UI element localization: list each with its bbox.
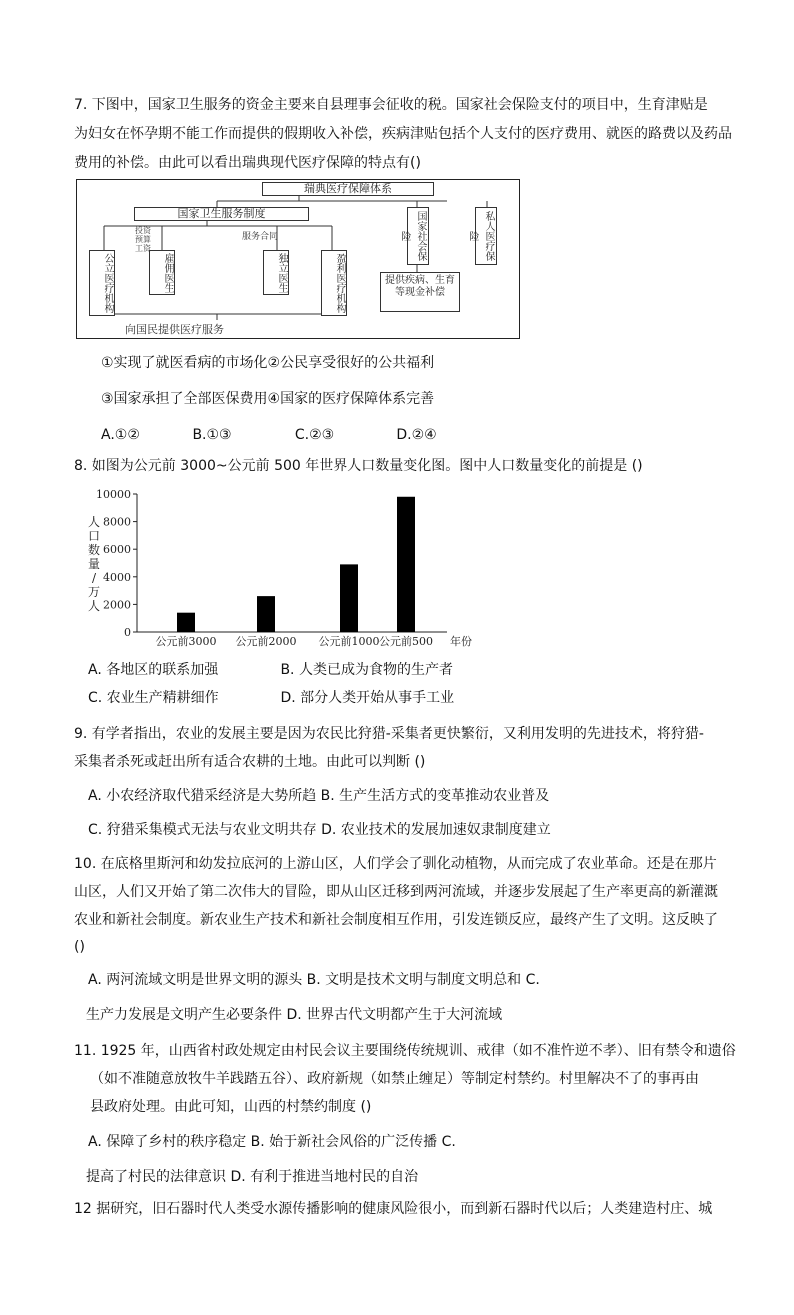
q10-options-cd: 生产力发展是文明产生必要条件 D. 世界古代文明都产生于大河流域 bbox=[86, 1007, 503, 1023]
q11-options-cd: 提高了村民的法律意识 D. 有利于推进当地村民的自治 bbox=[86, 1169, 419, 1185]
q10-line-3: 农业和新社会制度。新农业生产技术和新社会制度相互作用，引发连锁反应，最终产生了文明。这反映了 bbox=[74, 912, 718, 928]
q7-line-2: 为妇女在怀孕期不能工作而提供的假期收入补偿，疾病津贴包括个人支付的医疗费用、就医的路费以及药品 bbox=[74, 126, 732, 142]
x-tick-label: 公元前3000 bbox=[155, 635, 217, 648]
q9-options-cd: C. 狩猎采集模式无法与农业文明共存 D. 农业技术的发展加速奴隶制度建立 bbox=[88, 822, 551, 838]
x-axis-label: 年份 bbox=[450, 635, 472, 648]
q9-options-ab: A. 小农经济取代猎采经济是大势所趋 B. 生产生活方式的变革推动农业普及 bbox=[88, 788, 550, 804]
diagram-title-box: 瑞典医疗保障体系 bbox=[262, 182, 434, 196]
independent-doctors-box: 独立医生 bbox=[263, 250, 289, 295]
q9-line-2: 采集者杀死或赶出所有适合农耕的土地。由此可以判断 () bbox=[74, 754, 426, 770]
diagram-connectors bbox=[77, 180, 521, 340]
y-tick-label: 6000 bbox=[103, 543, 131, 557]
y-axis-label-char: 量 bbox=[87, 557, 101, 571]
q10-options-abc: A. 两河流域文明是世界文明的源头 B. 文明是技术文明与制度文明总和 C. bbox=[88, 972, 540, 988]
bar-4 bbox=[397, 497, 415, 632]
y-axis-label-char: 口 bbox=[87, 529, 101, 543]
q9-line-1: 9. 有学者指出，农业的发展主要是因为农民比狩猎-采集者更快繁衍，又利用发明的先进技术，将狩猎- bbox=[74, 726, 704, 742]
bottom-label: 向国民提供医疗服务 bbox=[125, 323, 224, 336]
y-axis-label-char: / bbox=[91, 571, 97, 585]
q7-options bbox=[101, 425, 437, 445]
social-insurance-box: 国家社会保险 bbox=[407, 207, 429, 265]
y-axis-label-char: 数 bbox=[87, 543, 101, 557]
y-tick-label: 0 bbox=[124, 626, 131, 639]
q8-option-c: C. 农业生产精耕细作 bbox=[88, 690, 219, 706]
private-insurance-box: 私人医疗保险 bbox=[475, 207, 497, 265]
q7-option-a: A.①② bbox=[101, 427, 140, 443]
q8-options-row-2 bbox=[88, 688, 454, 708]
q11-line-3: 县政府处理。由此可知，山西的村禁约制度 () bbox=[90, 1099, 372, 1115]
population-chart bbox=[84, 484, 504, 654]
y-axis-label-char: 万 bbox=[87, 585, 101, 599]
y-axis-label-char: 人 bbox=[87, 515, 101, 529]
bar-1 bbox=[177, 613, 195, 632]
q11-line-2: （如不准随意放牧牛羊践踏五谷）、政府新规（如禁止缠足）等制定村禁约。村里解决不了的事再由 bbox=[90, 1071, 699, 1087]
public-institutions-box: 公立医疗机构 bbox=[89, 250, 115, 316]
bar-3 bbox=[340, 564, 358, 632]
q10-line-4: () bbox=[74, 939, 85, 955]
q7-option-b: B.①③ bbox=[192, 427, 232, 443]
x-tick-label: 公元前500 bbox=[379, 635, 433, 648]
q11-options-abc: A. 保障了乡村的秩序稳定 B. 始于新社会风俗的广泛传播 C. bbox=[88, 1134, 456, 1150]
x-tick-label: 公元前2000 bbox=[235, 635, 297, 648]
q7-line-1: 7. 下图中，国家卫生服务的资金主要来自县理事会征收的税。国家社会保险支付的项目中，生育津贴是 bbox=[74, 97, 708, 113]
y-tick-label: 8000 bbox=[103, 515, 131, 529]
q10-line-1: 10. 在底格里斯河和幼发拉底河的上游山区，人们学会了驯化动植物，从而完成了农业革命。还是在那片 bbox=[74, 856, 717, 872]
national-health-box: 国家卫生服务制度 bbox=[134, 207, 309, 221]
q8-option-a: A. 各地区的联系加强 bbox=[88, 662, 219, 678]
q7-option-c: C.②③ bbox=[294, 427, 335, 443]
q8-option-b: B. 人类已成为食物的生产者 bbox=[280, 662, 453, 678]
bar-2 bbox=[257, 596, 275, 632]
medical-system-diagram bbox=[76, 179, 520, 339]
y-tick-label: 10000 bbox=[96, 488, 131, 501]
q8-options-row-1 bbox=[88, 660, 453, 680]
q12-line-1: 12 据研究，旧石器时代人类受水源传播影响的健康风险很小，而到新石器时代以后；人类建造村庄、城 bbox=[74, 1201, 713, 1217]
q8-option-d: D. 部分人类开始从事手工业 bbox=[280, 690, 455, 706]
q8-line-1: 8. 如图为公元前 3000~公元前 500 年世界人口数量变化图。图中人口数量变化的前提是 () bbox=[74, 458, 643, 474]
q10-line-2: 山区，人们又开始了第二次伟大的冒险，即从山区迁移到两河流域，并逐步发展起了生产率更高的新灌溉 bbox=[74, 884, 718, 900]
q7-option-d: D.②④ bbox=[396, 427, 437, 443]
q7-statement-1: ①实现了就医看病的市场化②公民享受很好的公共福利 bbox=[101, 355, 435, 371]
y-tick-label: 4000 bbox=[103, 570, 131, 584]
invest-label: 投资预算工资 bbox=[135, 226, 151, 253]
y-axis-label-char: 人 bbox=[87, 599, 101, 613]
q7-statement-2: ③国家承担了全部医保费用④国家的医疗保障体系完善 bbox=[101, 391, 435, 407]
x-tick-label: 公元前1000 bbox=[318, 635, 380, 648]
q7-line-3: 费用的补偿。由此可以看出瑞典现代医疗保障的特点有() bbox=[74, 155, 421, 171]
employed-doctors-box: 雇佣医生 bbox=[149, 250, 175, 295]
profit-institutions-box: 盈利医疗机构 bbox=[321, 250, 347, 316]
benefits-box: 提供疾病、生育等现金补偿 bbox=[380, 272, 460, 312]
q11-line-1: 11. 1925 年，山西省村政处规定由村民会议主要围绕传统规训、戒律（如不准忤逆不孝）、旧有禁令和遗俗 bbox=[74, 1043, 736, 1059]
contract-label: 服务合同 bbox=[242, 232, 279, 242]
y-tick-label: 2000 bbox=[103, 598, 131, 612]
